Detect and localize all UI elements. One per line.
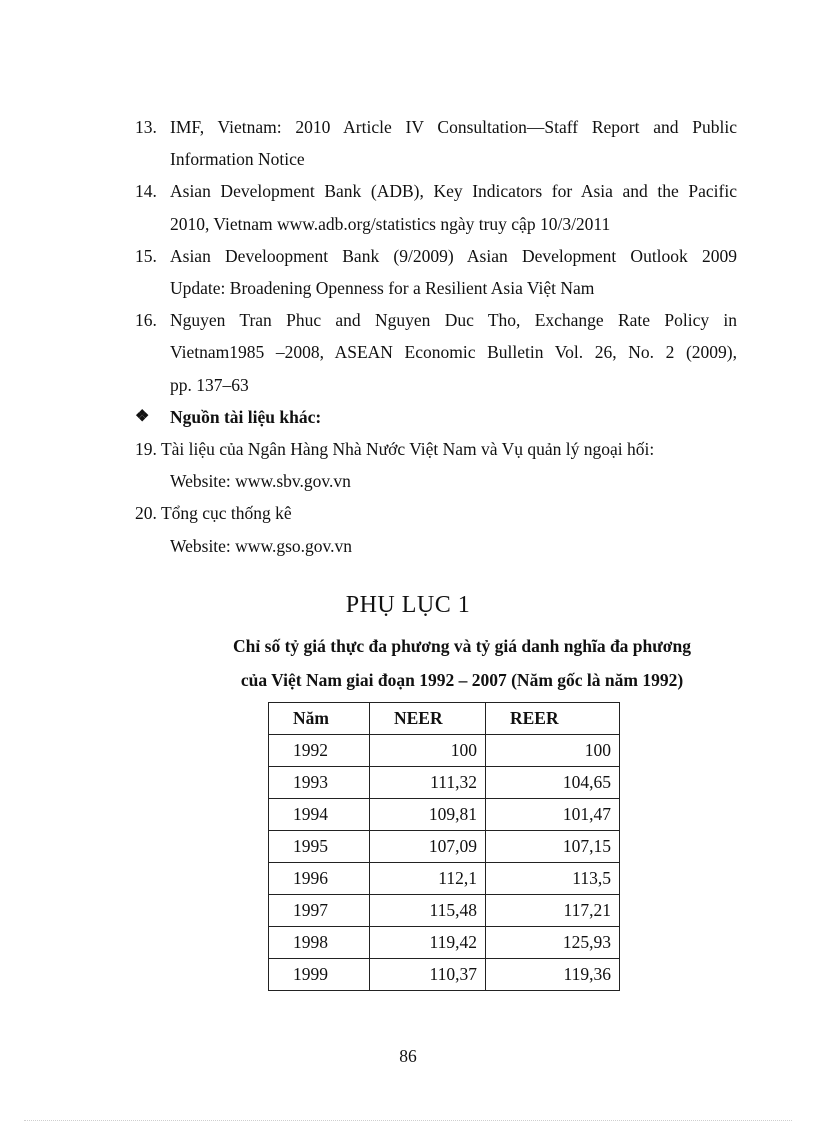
year-cell: 1998: [269, 927, 370, 959]
reer-cell: 119,36: [486, 959, 620, 991]
year-cell: 1996: [269, 863, 370, 895]
other-source-item: [135, 433, 737, 497]
reference-list: [135, 111, 737, 562]
reference-line: IMF, Vietnam: 2010 Article IV Consultation—Staff Report and Public: [170, 117, 737, 137]
diamond-bullet-icon: ❖: [135, 407, 150, 425]
reference-number: 16.: [135, 310, 157, 331]
source-website: Website: www.gso.gov.vn: [170, 535, 352, 556]
reer-cell: 100: [486, 735, 620, 767]
table-row: [269, 799, 620, 831]
reference-line: Nguyen Tran Phuc and Nguyen Duc Tho, Exchange Rate Policy in: [170, 310, 737, 331]
reference-line: Information Notice: [170, 149, 305, 170]
year-cell: 1992: [269, 735, 370, 767]
neer-cell: 100: [370, 735, 486, 767]
reference-text: [170, 111, 737, 175]
column-header-neer: NEER: [370, 703, 486, 735]
reference-line: Asian Develoopment Bank (9/2009) Asian Development Outlook 2009: [170, 245, 737, 266]
column-header-year: Năm: [269, 703, 370, 735]
neer-cell: 109,81: [370, 799, 486, 831]
source-text: Tổng cục thống kê: [160, 503, 292, 524]
reer-cell: 107,15: [486, 831, 620, 863]
reer-cell: 113,5: [486, 863, 620, 895]
table-row: [269, 831, 620, 863]
table-row: [269, 735, 620, 767]
year-cell: 1995: [269, 831, 370, 863]
neer-cell: 112,1: [370, 863, 486, 895]
reference-item: [135, 111, 737, 175]
column-header-reer: REER: [486, 703, 620, 735]
other-source-item: [135, 497, 737, 561]
reference-line: Asian Development Bank (ADB), Key Indicators for Asia and the Pacific: [170, 181, 737, 202]
table-row: [269, 767, 620, 799]
neer-cell: 107,09: [370, 831, 486, 863]
page-edge-divider: [24, 1120, 792, 1121]
reference-text: [170, 240, 737, 304]
source-number: 19.: [135, 439, 157, 460]
reference-item: [135, 175, 737, 239]
reference-line: 2010, Vietnam www.adb.org/statistics ngày truy cập 10/3/2011: [170, 213, 611, 234]
reference-text: [170, 304, 737, 401]
reer-cell: 104,65: [486, 767, 620, 799]
source-website: Website: www.sbv.gov.vn: [170, 471, 351, 492]
reference-text: [170, 175, 737, 239]
reference-item: [135, 304, 737, 401]
table-row: [269, 895, 620, 927]
reference-item: [135, 240, 737, 304]
table-header-row: [269, 703, 620, 735]
reference-line: Vietnam1985 –2008, ASEAN Economic Bulletin Vol. 26, No. 2 (2009),: [170, 342, 737, 363]
year-cell: 1993: [269, 767, 370, 799]
table-caption-line-1: Chỉ số tỷ giá thực đa phương và tỷ giá danh nghĩa đa phương: [233, 636, 691, 656]
other-sources-heading: [135, 401, 737, 433]
table-row: [269, 863, 620, 895]
year-cell: 1994: [269, 799, 370, 831]
reference-number: 13.: [135, 117, 157, 137]
reference-line: pp. 137–63: [170, 374, 249, 395]
source-text: Tài liệu của Ngân Hàng Nhà Nước Việt Nam và Vụ quản lý ngoại hối:: [160, 439, 655, 460]
reference-line: Update: Broadening Openness for a Resilient Asia Việt Nam: [170, 278, 595, 299]
other-sources-title: Nguồn tài liệu khác:: [170, 406, 322, 427]
reference-number: 15.: [135, 245, 157, 266]
reer-cell: 101,47: [486, 799, 620, 831]
year-cell: 1997: [269, 895, 370, 927]
table-caption-line-2: của Việt Nam giai đoạn 1992 – 2007 (Năm gốc là năm 1992): [240, 670, 684, 690]
reference-number: 14.: [135, 181, 157, 202]
neer-cell: 115,48: [370, 895, 486, 927]
neer-cell: 110,37: [370, 959, 486, 991]
year-cell: 1999: [269, 959, 370, 991]
neer-cell: 111,32: [370, 767, 486, 799]
table-row: [269, 959, 620, 991]
table-row: [269, 927, 620, 959]
exchange-rate-table: [268, 702, 620, 991]
neer-cell: 119,42: [370, 927, 486, 959]
appendix-title: PHỤ LỤC 1: [345, 592, 471, 618]
reer-cell: 117,21: [486, 895, 620, 927]
source-number: 20.: [135, 503, 157, 524]
reer-cell: 125,93: [486, 927, 620, 959]
page-number: 86: [399, 1046, 417, 1066]
